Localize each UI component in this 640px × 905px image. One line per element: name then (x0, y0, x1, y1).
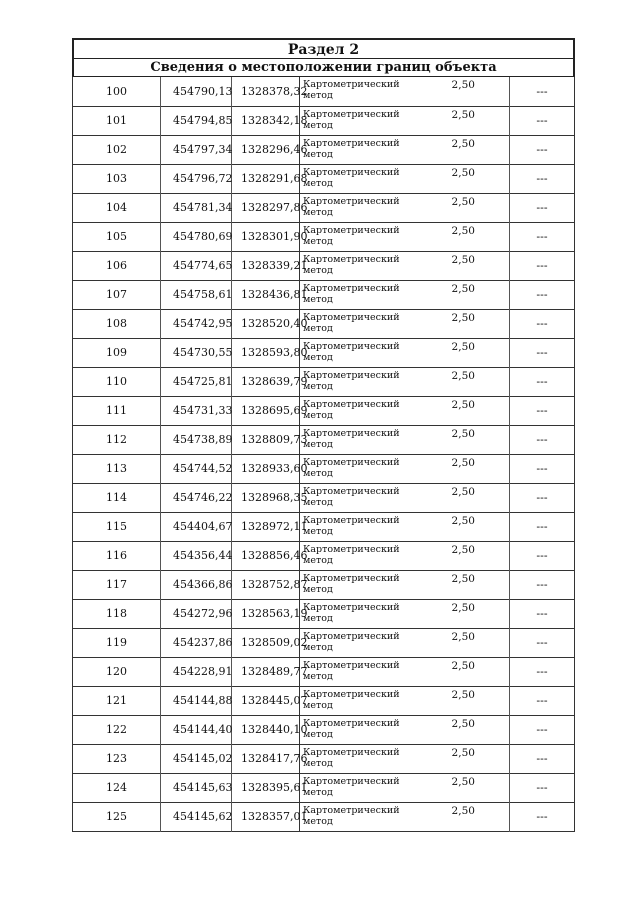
extra-cell: --- (510, 135, 575, 164)
x-coordinate-cell: 454145,62 (161, 802, 232, 831)
y-coordinate-cell: 1328968,35 (232, 483, 300, 512)
point-number-cell: 115 (73, 512, 161, 541)
extra-cell: --- (510, 541, 575, 570)
method-cell: Картометрический метод (300, 599, 418, 628)
x-coordinate-cell: 454725,81 (161, 367, 232, 396)
table-row (73, 512, 575, 541)
accuracy-cell: 2,50 (451, 282, 475, 295)
point-number-cell: 122 (73, 715, 161, 744)
table-row (73, 367, 575, 396)
table-row (73, 135, 575, 164)
x-coordinate-cell: 454228,91 (161, 657, 232, 686)
table-row (73, 77, 575, 106)
extra-cell: --- (510, 251, 575, 280)
x-coordinate-cell: 454796,72 (161, 164, 232, 193)
accuracy-cell: 2,50 (451, 775, 475, 788)
y-coordinate-cell: 1328695,69 (232, 396, 300, 425)
table-row (73, 686, 575, 715)
method-cell: Картометрический метод (300, 77, 418, 106)
extra-cell: --- (510, 773, 575, 802)
method-cell: Картометрический метод (300, 309, 418, 338)
method-cell: Картометрический метод (300, 280, 418, 309)
y-coordinate-cell: 1328933,60 (232, 454, 300, 483)
x-coordinate-cell: 454272,96 (161, 599, 232, 628)
y-coordinate-cell: 1328357,01 (232, 802, 300, 831)
table-row (73, 164, 575, 193)
boundary-points-table (72, 77, 575, 832)
point-number-cell: 112 (73, 425, 161, 454)
extra-cell: --- (510, 77, 575, 106)
extra-cell: --- (510, 106, 575, 135)
extra-cell: --- (510, 512, 575, 541)
method-cell: Картометрический метод (300, 512, 418, 541)
method-cell: Картометрический метод (300, 686, 418, 715)
x-coordinate-cell: 454366,86 (161, 570, 232, 599)
extra-cell: --- (510, 657, 575, 686)
point-number-cell: 102 (73, 135, 161, 164)
y-coordinate-cell: 1328809,73 (232, 425, 300, 454)
accuracy-cell: 2,50 (451, 688, 475, 701)
y-coordinate-cell: 1328378,32 (232, 77, 300, 106)
method-cell: Картометрический метод (300, 193, 418, 222)
table-row (73, 251, 575, 280)
y-coordinate-cell: 1328639,79 (232, 367, 300, 396)
point-number-cell: 105 (73, 222, 161, 251)
x-coordinate-cell: 454356,44 (161, 541, 232, 570)
accuracy-cell: 2,50 (451, 79, 475, 91)
accuracy-cell: 2,50 (451, 108, 475, 121)
document-page (72, 38, 575, 832)
extra-cell: --- (510, 599, 575, 628)
method-cell: Картометрический метод (300, 367, 418, 396)
extra-cell: --- (510, 802, 575, 831)
table-row (73, 454, 575, 483)
point-number-cell: 104 (73, 193, 161, 222)
y-coordinate-cell: 1328520,40 (232, 309, 300, 338)
accuracy-cell: 2,50 (451, 369, 475, 382)
x-coordinate-cell: 454237,86 (161, 628, 232, 657)
accuracy-cell: 2,50 (451, 543, 475, 556)
point-number-cell: 125 (73, 802, 161, 831)
point-number-cell: 119 (73, 628, 161, 657)
accuracy-cell: 2,50 (451, 224, 475, 237)
table-row (73, 193, 575, 222)
x-coordinate-cell: 454742,95 (161, 309, 232, 338)
accuracy-cell: 2,50 (451, 427, 475, 440)
accuracy-cell: 2,50 (451, 485, 475, 498)
method-cell: Картометрический метод (300, 338, 418, 367)
point-number-cell: 110 (73, 367, 161, 396)
extra-cell: --- (510, 744, 575, 773)
method-cell: Картометрический метод (300, 802, 418, 831)
x-coordinate-cell: 454790,13 (161, 77, 232, 106)
table-row (73, 715, 575, 744)
table-row (73, 802, 575, 831)
y-coordinate-cell: 1328291,68 (232, 164, 300, 193)
accuracy-cell: 2,50 (451, 166, 475, 179)
extra-cell: --- (510, 222, 575, 251)
point-number-cell: 113 (73, 454, 161, 483)
x-coordinate-cell: 454781,34 (161, 193, 232, 222)
point-number-cell: 100 (73, 77, 161, 106)
x-coordinate-cell: 454731,33 (161, 396, 232, 425)
extra-cell: --- (510, 338, 575, 367)
table-row (73, 396, 575, 425)
point-number-cell: 120 (73, 657, 161, 686)
method-cell: Картометрический метод (300, 425, 418, 454)
y-coordinate-cell: 1328440,10 (232, 715, 300, 744)
accuracy-cell: 2,50 (451, 630, 475, 643)
extra-cell: --- (510, 454, 575, 483)
extra-cell: --- (510, 715, 575, 744)
point-number-cell: 106 (73, 251, 161, 280)
point-number-cell: 101 (73, 106, 161, 135)
x-coordinate-cell: 454744,52 (161, 454, 232, 483)
y-coordinate-cell: 1328339,21 (232, 251, 300, 280)
accuracy-cell: 2,50 (451, 717, 475, 730)
accuracy-cell: 2,50 (451, 514, 475, 527)
method-cell: Картометрический метод (300, 251, 418, 280)
table-row (73, 222, 575, 251)
table-row (73, 541, 575, 570)
y-coordinate-cell: 1328342,18 (232, 106, 300, 135)
x-coordinate-cell: 454730,55 (161, 338, 232, 367)
method-cell: Картометрический метод (300, 570, 418, 599)
accuracy-cell: 2,50 (451, 746, 475, 759)
y-coordinate-cell: 1328395,61 (232, 773, 300, 802)
table-row (73, 280, 575, 309)
table-row (73, 744, 575, 773)
extra-cell: --- (510, 164, 575, 193)
y-coordinate-cell: 1328972,11 (232, 512, 300, 541)
y-coordinate-cell: 1328752,87 (232, 570, 300, 599)
table-row (73, 599, 575, 628)
extra-cell: --- (510, 570, 575, 599)
point-number-cell: 108 (73, 309, 161, 338)
x-coordinate-cell: 454746,22 (161, 483, 232, 512)
table-row (73, 773, 575, 802)
method-cell: Картометрический метод (300, 744, 418, 773)
table-row (73, 425, 575, 454)
point-number-cell: 111 (73, 396, 161, 425)
accuracy-cell: 2,50 (451, 456, 475, 469)
table-row (73, 657, 575, 686)
point-number-cell: 121 (73, 686, 161, 715)
point-number-cell: 124 (73, 773, 161, 802)
method-cell: Картометрический метод (300, 773, 418, 802)
method-cell: Картометрический метод (300, 222, 418, 251)
method-cell: Картометрический метод (300, 541, 418, 570)
table-row (73, 309, 575, 338)
extra-cell: --- (510, 686, 575, 715)
accuracy-cell: 2,50 (451, 340, 475, 353)
y-coordinate-cell: 1328563,19 (232, 599, 300, 628)
y-coordinate-cell: 1328436,81 (232, 280, 300, 309)
method-cell: Картометрический метод (300, 396, 418, 425)
y-coordinate-cell: 1328509,02 (232, 628, 300, 657)
extra-cell: --- (510, 425, 575, 454)
section-title: Раздел 2 (72, 38, 575, 58)
extra-cell: --- (510, 367, 575, 396)
y-coordinate-cell: 1328296,46 (232, 135, 300, 164)
x-coordinate-cell: 454404,67 (161, 512, 232, 541)
method-cell: Картометрический метод (300, 135, 418, 164)
accuracy-cell: 2,50 (451, 601, 475, 614)
extra-cell: --- (510, 193, 575, 222)
x-coordinate-cell: 454144,88 (161, 686, 232, 715)
point-number-cell: 123 (73, 744, 161, 773)
accuracy-cell: 2,50 (451, 572, 475, 585)
point-number-cell: 114 (73, 483, 161, 512)
method-cell: Картометрический метод (300, 628, 418, 657)
x-coordinate-cell: 454797,34 (161, 135, 232, 164)
section-subtitle: Сведения о местоположении границ объекта (72, 58, 575, 77)
y-coordinate-cell: 1328445,07 (232, 686, 300, 715)
accuracy-cell: 2,50 (451, 804, 475, 817)
extra-cell: --- (510, 280, 575, 309)
point-number-cell: 117 (73, 570, 161, 599)
method-cell: Картометрический метод (300, 164, 418, 193)
method-cell: Картометрический метод (300, 715, 418, 744)
method-cell: Картометрический метод (300, 106, 418, 135)
x-coordinate-cell: 454145,02 (161, 744, 232, 773)
method-cell: Картометрический метод (300, 657, 418, 686)
accuracy-cell: 2,50 (451, 195, 475, 208)
table-row (73, 483, 575, 512)
method-cell: Картометрический метод (300, 454, 418, 483)
method-cell: Картометрический метод (300, 483, 418, 512)
extra-cell: --- (510, 483, 575, 512)
accuracy-cell: 2,50 (451, 137, 475, 150)
x-coordinate-cell: 454145,63 (161, 773, 232, 802)
table-row (73, 570, 575, 599)
y-coordinate-cell: 1328489,77 (232, 657, 300, 686)
accuracy-cell: 2,50 (451, 311, 475, 324)
extra-cell: --- (510, 396, 575, 425)
accuracy-cell: 2,50 (451, 253, 475, 266)
y-coordinate-cell: 1328301,90 (232, 222, 300, 251)
extra-cell: --- (510, 628, 575, 657)
y-coordinate-cell: 1328417,76 (232, 744, 300, 773)
extra-cell: --- (510, 309, 575, 338)
point-number-cell: 109 (73, 338, 161, 367)
point-number-cell: 103 (73, 164, 161, 193)
x-coordinate-cell: 454774,65 (161, 251, 232, 280)
table-row (73, 628, 575, 657)
table-row (73, 106, 575, 135)
x-coordinate-cell: 454144,40 (161, 715, 232, 744)
y-coordinate-cell: 1328297,86 (232, 193, 300, 222)
accuracy-cell: 2,50 (451, 398, 475, 411)
y-coordinate-cell: 1328856,46 (232, 541, 300, 570)
point-number-cell: 116 (73, 541, 161, 570)
x-coordinate-cell: 454758,61 (161, 280, 232, 309)
y-coordinate-cell: 1328593,80 (232, 338, 300, 367)
accuracy-cell: 2,50 (451, 659, 475, 672)
table-row (73, 338, 575, 367)
point-number-cell: 107 (73, 280, 161, 309)
x-coordinate-cell: 454780,69 (161, 222, 232, 251)
x-coordinate-cell: 454738,89 (161, 425, 232, 454)
point-number-cell: 118 (73, 599, 161, 628)
x-coordinate-cell: 454794,85 (161, 106, 232, 135)
